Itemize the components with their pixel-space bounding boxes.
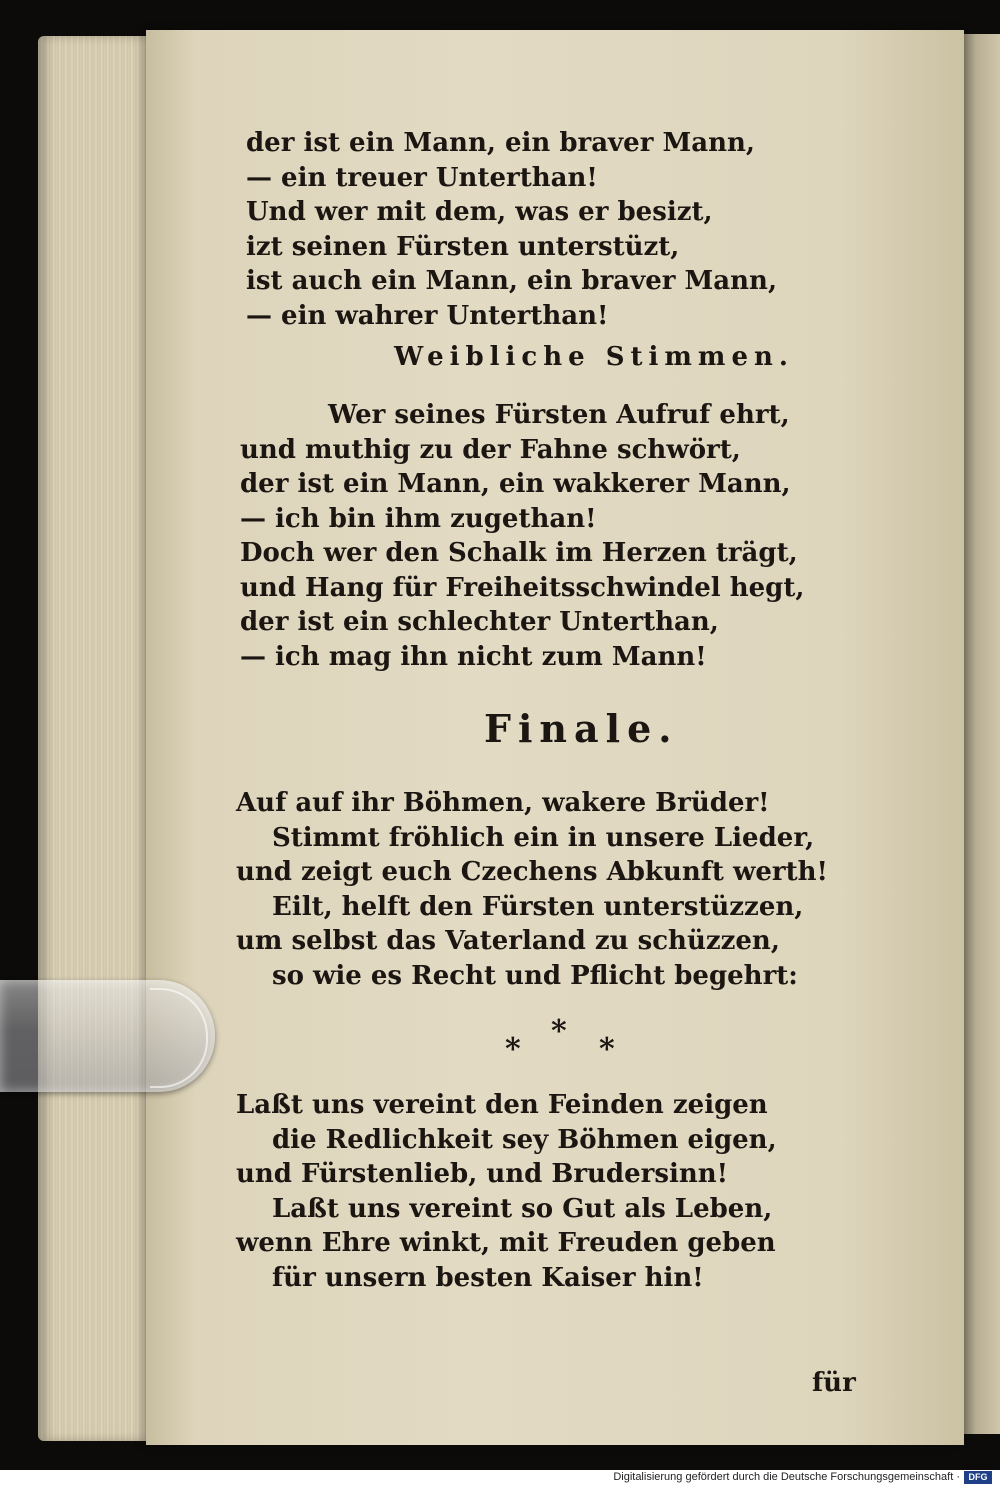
stanza-2-line: der ist ein Mann, ein wakkerer Mann, <box>240 469 791 499</box>
stanza-4-line: Laßt uns vereint den Feinden zeigen <box>236 1090 768 1120</box>
stanza-3-line: Eilt, helft den Fürsten unterstüzzen, <box>272 891 804 922</box>
stanza-2 <box>240 398 804 674</box>
stanza-3-line: um selbst das Vaterland zu schüzzen, <box>236 926 780 956</box>
stanza-3-line: so wie es Recht und Pflicht begehrt: <box>272 960 798 991</box>
stanza-2-line: — ich bin ihm zugethan! <box>240 503 597 534</box>
stanza-2-line: — ich mag ihn nicht zum Mann! <box>240 641 707 672</box>
stanza-1-line: Und wer mit dem, was er besizt, <box>246 197 713 227</box>
stanza-3 <box>236 786 828 993</box>
stanza-3-line: Auf auf ihr Böhmen, wakere Brüder! <box>236 788 770 818</box>
stanza-4-line: die Redlichkeit sey Böhmen eigen, <box>272 1124 777 1155</box>
footer-bar <box>0 1470 1000 1486</box>
stanza-1-line: — ein wahrer Unterthan! <box>246 300 609 331</box>
stanza-1-line: izt seinen Fürsten unterstüzt, <box>246 231 680 262</box>
section-heading-weibliche-stimmen: Weibliche Stimmen. <box>394 342 794 372</box>
stanza-1-line: — ein treuer Unterthan! <box>246 162 598 193</box>
stanza-4-line: für unsern besten Kaiser hin! <box>272 1262 704 1293</box>
stanza-4 <box>236 1088 777 1295</box>
stanza-1 <box>246 126 777 333</box>
asterisk: * <box>599 1032 615 1067</box>
stanza-3-line: und zeigt euch Czechens Abkunft werth! <box>236 857 828 887</box>
funding-credit: Digitalisierung gefördert durch die Deutsche Forschungsgemeinschaft · <box>613 1471 960 1483</box>
stanza-2-line: und Hang für Freiheitsschwindel hegt, <box>240 572 805 603</box>
facing-page-edge <box>960 34 1000 1434</box>
catchword: für <box>812 1368 856 1398</box>
stanza-4-line: wenn Ehre winkt, mit Freuden geben <box>236 1228 776 1258</box>
page-clamp-tip <box>150 988 208 1088</box>
stanza-2-line: der ist ein schlechter Unterthan, <box>240 607 719 637</box>
stanza-1-line: der ist ein Mann, ein braver Mann, <box>246 128 755 158</box>
dfg-logo-icon: DFG <box>964 1471 992 1484</box>
stanza-2-line: und muthig zu der Fahne schwört, <box>240 434 741 465</box>
stanza-4-line: und Fürstenlieb, und Brudersinn! <box>236 1159 729 1189</box>
asterisk: * <box>551 1014 567 1049</box>
stanza-4-line: Laßt uns vereint so Gut als Leben, <box>272 1193 773 1224</box>
asterisk: * <box>505 1032 521 1067</box>
stanza-2-line: Wer seines Fürsten Aufruf ehrt, <box>328 400 790 430</box>
section-divider-asterisks <box>505 1014 625 1067</box>
section-heading-finale: Finale. <box>484 706 679 751</box>
page-clamp <box>0 980 215 1092</box>
stanza-2-line: Doch wer den Schalk im Herzen trägt, <box>240 538 798 568</box>
stanza-3-line: Stimmt fröhlich ein in unsere Lieder, <box>272 822 815 853</box>
stanza-1-line: ist auch ein Mann, ein braver Mann, <box>246 266 778 296</box>
